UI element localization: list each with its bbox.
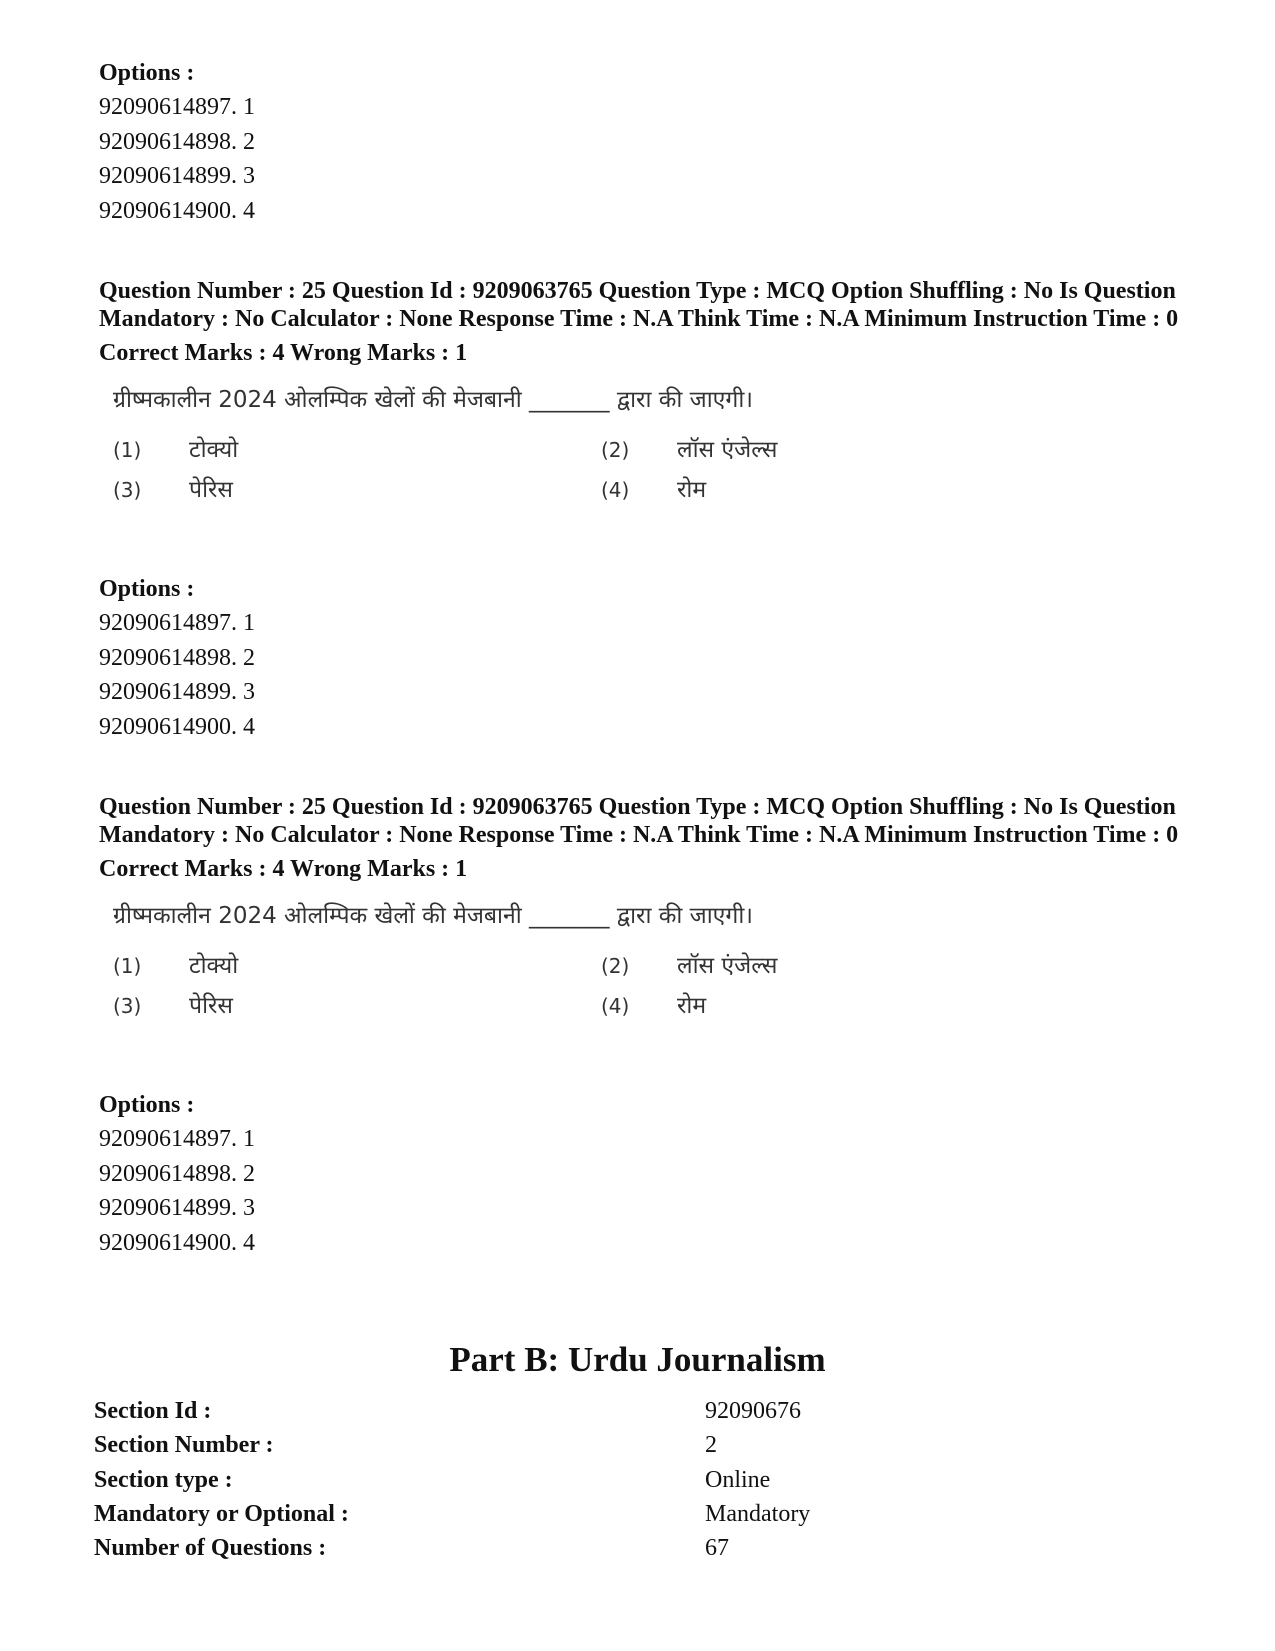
option-item: 92090614900. 4 <box>99 1229 255 1256</box>
choice-4: (4) रोम <box>601 477 707 503</box>
question-marks: Correct Marks : 4 Wrong Marks : 1 <box>99 340 468 366</box>
option-item: 92090614900. 4 <box>99 713 255 740</box>
section-info-label: Section Id : <box>94 1398 212 1424</box>
choice-3: (3) पेरिस <box>113 477 233 503</box>
option-item: 92090614900. 4 <box>99 197 255 224</box>
question-header: Question Number : 25 Question Id : 9209063765 Question Type : MCQ Option Shuffling : No Is Question Mandatory : No Calculator : None Response Time : N.A Think Time : N.A Minimum Instruction Time : 0 <box>99 794 1179 848</box>
question-stem: ग्रीष्मकालीन 2024 ओलम्पिक खेलों की मेजबानी _______ द्वारा की जाएगी। <box>113 903 754 929</box>
section-info-label: Section type : <box>94 1466 233 1493</box>
section-info-value: Mandatory <box>705 1500 811 1527</box>
choice-3: (3) पेरिस <box>113 993 233 1019</box>
section-info-row <box>94 1428 1194 1462</box>
choice-1: (1) टोक्यो <box>113 437 239 463</box>
choice-2: (2) लॉस एंजेल्स <box>601 437 778 463</box>
option-item: 92090614898. 2 <box>99 128 255 155</box>
section-info-label: Number of Questions : <box>94 1535 327 1562</box>
option-item: 92090614898. 2 <box>99 1160 255 1187</box>
question-block <box>99 277 1179 515</box>
option-item: 92090614898. 2 <box>99 644 255 671</box>
options-title: Options : <box>99 576 195 602</box>
option-item: 92090614897. 1 <box>99 610 255 636</box>
section-title: Part B: Urdu Journalism <box>449 1340 826 1379</box>
option-item: 92090614897. 1 <box>99 94 255 120</box>
choice-4: (4) रोम <box>601 993 707 1019</box>
section-info-row <box>94 1463 1194 1497</box>
option-item: 92090614899. 3 <box>99 1195 255 1221</box>
options-block <box>99 572 1179 744</box>
section-info-value: 92090676 <box>705 1398 801 1424</box>
question-marks: Correct Marks : 4 Wrong Marks : 1 <box>99 856 468 882</box>
section-info-row <box>94 1497 1194 1531</box>
section-info-value: 67 <box>705 1535 729 1562</box>
section-info-label: Section Number : <box>94 1432 274 1459</box>
option-item: 92090614899. 3 <box>99 679 255 705</box>
question-block <box>99 793 1179 1031</box>
question-text-box <box>99 385 819 515</box>
options-title: Options : <box>99 60 195 86</box>
options-block <box>99 1088 1179 1260</box>
section-info-table <box>94 1394 1194 1565</box>
options-title: Options : <box>99 1092 195 1118</box>
choice-2: (2) लॉस एंजेल्स <box>601 953 778 979</box>
section-info-value: 2 <box>705 1432 717 1459</box>
question-header: Question Number : 25 Question Id : 9209063765 Question Type : MCQ Option Shuffling : No Is Question Mandatory : No Calculator : None Response Time : N.A Think Time : N.A Minimum Instruction Time : 0 <box>99 278 1179 332</box>
section-info-value: Online <box>705 1466 771 1493</box>
question-text-box <box>99 901 819 1031</box>
option-item: 92090614899. 3 <box>99 163 255 189</box>
top-options-block <box>99 56 1179 228</box>
section-info-label: Mandatory or Optional : <box>94 1500 349 1527</box>
question-stem: ग्रीष्मकालीन 2024 ओलम्पिक खेलों की मेजबानी _______ द्वारा की जाएगी। <box>113 387 754 413</box>
option-item: 92090614897. 1 <box>99 1126 255 1152</box>
section-info-row <box>94 1394 1194 1428</box>
section-info-row <box>94 1531 1194 1565</box>
choice-1: (1) टोक्यो <box>113 953 239 979</box>
